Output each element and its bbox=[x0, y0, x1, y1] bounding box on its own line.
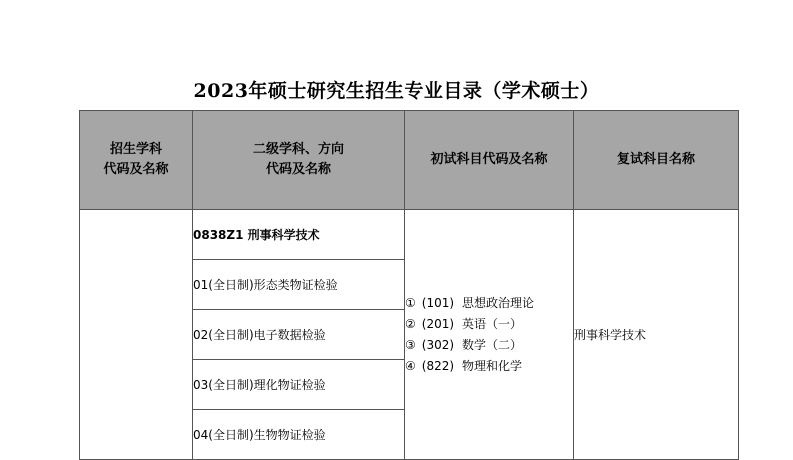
exam-number: ② bbox=[405, 316, 416, 331]
header-retest: 复试科目名称 bbox=[574, 111, 739, 210]
exam-number: ④ bbox=[405, 358, 416, 373]
exam-item bbox=[405, 293, 573, 314]
exam-item bbox=[405, 335, 573, 356]
discipline-cell bbox=[80, 210, 193, 460]
major-name-cell: 0838Z1 刑事科学技术 bbox=[193, 210, 405, 260]
header-discipline-line2: 代码及名称 bbox=[103, 162, 169, 177]
initial-exam-cell bbox=[405, 210, 574, 460]
exam-item bbox=[405, 356, 573, 377]
header-subdiscipline-line1: 二级学科、方向 bbox=[252, 142, 344, 157]
header-subdiscipline bbox=[193, 111, 405, 210]
direction-cell: 02(全日制)电子数据检验 bbox=[193, 310, 405, 360]
table-row bbox=[80, 210, 739, 260]
catalog-table bbox=[79, 110, 739, 460]
exam-code: (101) bbox=[421, 295, 455, 310]
exam-name: 思想政治理论 bbox=[462, 295, 535, 310]
page-title: 2023年硕士研究生招生专业目录（学术硕士） bbox=[193, 80, 600, 102]
exam-name: 物理和化学 bbox=[462, 358, 523, 373]
header-row bbox=[80, 111, 739, 210]
header-discipline-line1: 招生学科 bbox=[109, 142, 162, 157]
header-subdiscipline-line2: 代码及名称 bbox=[265, 162, 331, 177]
direction-cell: 04(全日制)生物物证检验 bbox=[193, 410, 405, 460]
header-discipline bbox=[80, 111, 193, 210]
exam-code: (201) bbox=[421, 316, 455, 331]
exam-number: ③ bbox=[405, 337, 416, 352]
direction-cell: 03(全日制)理化物证检验 bbox=[193, 360, 405, 410]
retest-cell: 刑事科学技术 bbox=[574, 210, 739, 460]
exam-item bbox=[405, 314, 573, 335]
exam-name: 数学（二） bbox=[462, 337, 523, 352]
header-initial-exam: 初试科目代码及名称 bbox=[405, 111, 574, 210]
exam-code: (822) bbox=[421, 358, 455, 373]
direction-cell: 01(全日制)形态类物证检验 bbox=[193, 260, 405, 310]
exam-number: ① bbox=[405, 295, 416, 310]
exam-code: (302) bbox=[421, 337, 455, 352]
exam-name: 英语（一） bbox=[462, 316, 523, 331]
